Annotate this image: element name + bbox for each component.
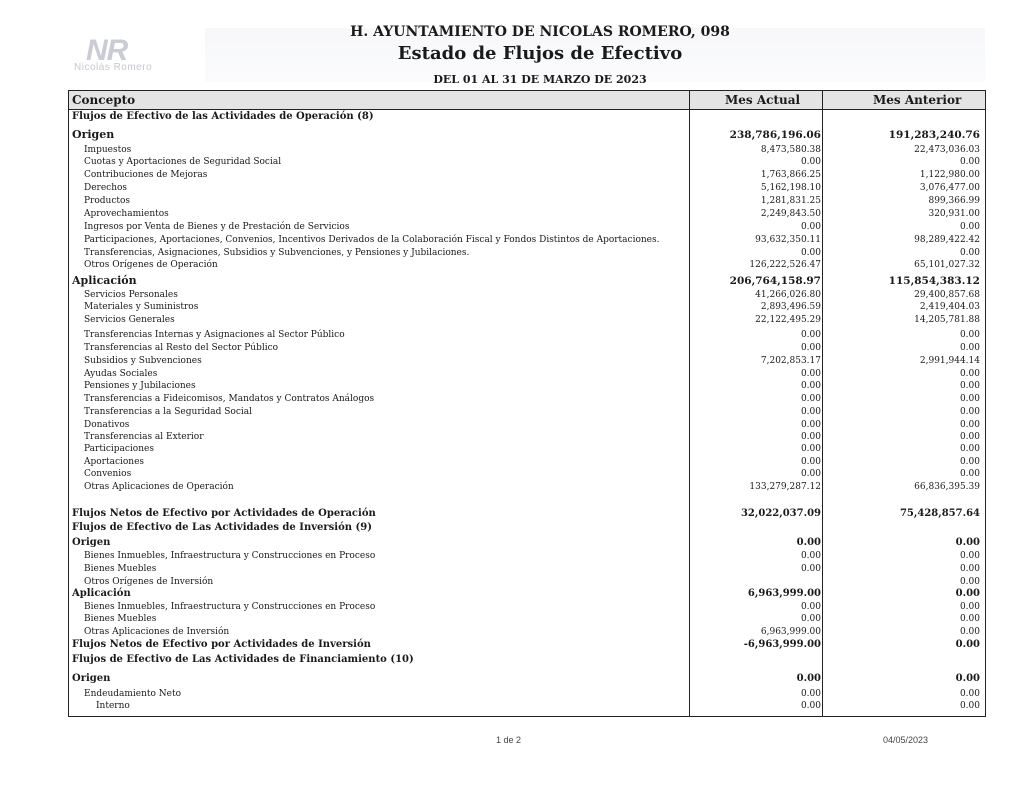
row-previous-value: 0.00 <box>955 588 980 599</box>
row-previous-value: 0.00 <box>959 369 980 379</box>
row-label: Transferencias al Resto del Sector Público <box>84 343 279 353</box>
row-current-value: 0.00 <box>800 614 821 624</box>
row-label: Bienes Inmuebles, Infraestructura y Construcciones en Proceso <box>84 551 376 561</box>
row-label: Origen <box>72 128 115 141</box>
row-previous-value: 0.00 <box>959 701 980 711</box>
row-label: Otras Aplicaciones de Inversión <box>84 627 230 637</box>
row-label: Flujos Netos de Efectivo por Actividades de Inversión <box>72 639 371 650</box>
row-previous-value: 899,366.99 <box>928 196 980 206</box>
row-label: Convenios <box>84 469 132 479</box>
row-previous-value: 0.00 <box>959 432 980 442</box>
row-previous-value: 0.00 <box>959 564 980 574</box>
row-current-value: 0.00 <box>800 369 821 379</box>
row-previous-value: 0.00 <box>959 469 980 479</box>
column-divider <box>822 91 823 716</box>
row-previous-value: 65,101,027.32 <box>914 260 980 270</box>
row-label: Origen <box>72 537 111 548</box>
row-current-value: -6,963,999.00 <box>743 639 821 650</box>
row-previous-value: 29,400,857.68 <box>914 290 980 300</box>
row-current-value: 0.00 <box>800 248 821 258</box>
row-current-value: 7,202,853.17 <box>760 356 821 366</box>
logo-subtitle: Nicolás Romero <box>74 62 153 73</box>
col-concept: Concepto <box>72 93 136 107</box>
row-label: Subsidios y Subvenciones <box>84 356 202 366</box>
row-current-value: 0.00 <box>800 407 821 417</box>
row-previous-value: 0.00 <box>959 577 980 587</box>
row-previous-value: 0.00 <box>959 381 980 391</box>
row-label: Participaciones, Aportaciones, Convenios, Incentivos Derivados de la Colaboración Fiscal y Fondos Distintos de Aportaciones. <box>84 235 660 245</box>
row-current-value: 126,222,526.47 <box>749 260 821 270</box>
row-label: Transferencias Internas y Asignaciones al Sector Público <box>84 330 345 340</box>
report-title: Estado de Flujos de Efectivo <box>397 43 683 64</box>
report-period: DEL 01 AL 31 DE MARZO DE 2023 <box>433 73 647 86</box>
row-previous-value: 22,473,036.03 <box>914 145 980 155</box>
row-previous-value: 98,289,422.42 <box>914 235 980 245</box>
row-current-value: 0.00 <box>800 222 821 232</box>
row-label: Servicios Personales <box>84 290 178 300</box>
row-previous-value: 191,283,240.76 <box>888 129 980 141</box>
row-current-value: 0.00 <box>800 457 821 467</box>
column-divider <box>689 91 690 716</box>
row-current-value: 0.00 <box>796 673 821 684</box>
municipality-logo <box>72 34 172 78</box>
row-current-value: 0.00 <box>796 537 821 548</box>
col-previous: Mes Anterior <box>873 93 962 107</box>
row-current-value: 2,893,496.59 <box>760 302 821 312</box>
row-current-value: 8,473,580.38 <box>760 145 821 155</box>
row-current-value: 0.00 <box>800 432 821 442</box>
row-label: Pensiones y Jubilaciones <box>84 381 196 391</box>
row-current-value: 0.00 <box>800 394 821 404</box>
row-previous-value: 0.00 <box>959 330 980 340</box>
row-current-value: 0.00 <box>800 469 821 479</box>
row-previous-value: 66,836,395.39 <box>914 482 980 492</box>
row-label: Flujos Netos de Efectivo por Actividades de Operación <box>72 508 376 519</box>
row-label: Otros Orígenes de Operación <box>84 260 218 270</box>
row-previous-value: 0.00 <box>959 394 980 404</box>
row-label: Otras Aplicaciones de Operación <box>84 482 234 492</box>
row-label: Aplicación <box>72 588 131 599</box>
entity-name: H. AYUNTAMIENTO DE NICOLAS ROMERO, 098 <box>350 24 730 40</box>
row-current-value: 0.00 <box>800 330 821 340</box>
row-label: Servicios Generales <box>84 315 175 325</box>
row-label: Flujos de Efectivo de las Actividades de Operación (8) <box>72 111 374 122</box>
row-label: Ingresos por Venta de Bienes y de Prestación de Servicios <box>84 222 350 232</box>
row-previous-value: 0.00 <box>959 689 980 699</box>
row-label: Donativos <box>84 420 130 430</box>
row-previous-value: 0.00 <box>959 551 980 561</box>
row-label: Productos <box>84 196 131 206</box>
row-label: Interno <box>96 701 130 711</box>
row-current-value: 0.00 <box>800 444 821 454</box>
row-label: Materiales y Suministros <box>84 302 199 312</box>
row-label: Ayudas Sociales <box>84 369 158 379</box>
row-current-value: 2,249,843.50 <box>760 209 821 219</box>
row-current-value: 133,279,287.12 <box>749 482 821 492</box>
print-date: 04/05/2023 <box>883 735 929 745</box>
row-current-value: 0.00 <box>800 420 821 430</box>
row-label: Bienes Muebles <box>84 614 157 624</box>
row-current-value: 0.00 <box>800 381 821 391</box>
row-previous-value: 2,419,404.03 <box>919 302 980 312</box>
row-previous-value: 1,122,980.00 <box>919 170 980 180</box>
row-previous-value: 0.00 <box>959 407 980 417</box>
row-current-value: 206,764,158.97 <box>729 275 821 287</box>
row-previous-value: 14,205,781.88 <box>914 315 980 325</box>
row-label: Transferencias al Exterior <box>84 432 204 442</box>
row-label: Transferencias, Asignaciones, Subsidios y Subvenciones, y Pensiones y Jubilaciones. <box>84 248 470 258</box>
page-number: 1 de 2 <box>496 735 522 745</box>
row-label: Cuotas y Aportaciones de Seguridad Social <box>84 157 282 167</box>
row-previous-value: 0.00 <box>959 457 980 467</box>
row-current-value: 32,022,037.09 <box>740 508 821 519</box>
row-current-value: 41,266,026.80 <box>755 290 821 300</box>
row-label: Origen <box>72 673 111 684</box>
logo-mark: NR <box>86 34 128 67</box>
table-header <box>69 91 985 110</box>
row-label: Flujos de Efectivo de Las Actividades de Financiamiento (10) <box>72 654 414 665</box>
row-previous-value: 0.00 <box>959 248 980 258</box>
row-label: Aportaciones <box>84 457 145 467</box>
row-label: Aprovechamientos <box>84 209 169 219</box>
row-current-value: 0.00 <box>800 157 821 167</box>
row-previous-value: 0.00 <box>959 444 980 454</box>
row-previous-value: 0.00 <box>959 602 980 612</box>
row-label: Impuestos <box>84 145 132 155</box>
row-current-value: 0.00 <box>800 343 821 353</box>
row-label: Derechos <box>84 183 128 193</box>
row-label: Aplicación <box>72 274 137 287</box>
row-label: Contribuciones de Mejoras <box>84 170 208 180</box>
row-previous-value: 2,991,944.14 <box>919 356 980 366</box>
row-previous-value: 0.00 <box>959 222 980 232</box>
row-current-value: 6,963,999.00 <box>747 588 821 599</box>
row-current-value: 1,763,866.25 <box>760 170 821 180</box>
row-label: Flujos de Efectivo de Las Actividades de Inversión (9) <box>72 522 372 533</box>
row-previous-value: 0.00 <box>959 420 980 430</box>
row-previous-value: 75,428,857.64 <box>899 508 980 519</box>
row-label: Transferencias a la Seguridad Social <box>84 407 252 417</box>
cash-flow-table <box>68 90 986 717</box>
row-current-value: 0.00 <box>800 564 821 574</box>
row-previous-value: 115,854,383.12 <box>888 275 980 287</box>
row-previous-value: 0.00 <box>955 639 980 650</box>
row-label: Endeudamiento Neto <box>84 689 182 699</box>
row-previous-value: 0.00 <box>959 627 980 637</box>
row-current-value: 5,162,198.10 <box>760 183 821 193</box>
col-current: Mes Actual <box>725 93 801 107</box>
row-current-value: 1,281,831.25 <box>760 196 821 206</box>
row-previous-value: 0.00 <box>955 673 980 684</box>
row-current-value: 0.00 <box>800 602 821 612</box>
row-label: Transferencias a Fideicomisos, Mandatos y Contratos Análogos <box>84 394 375 404</box>
row-label: Participaciones <box>84 444 154 454</box>
row-current-value: 6,963,999.00 <box>760 627 821 637</box>
row-current-value: 22,122,495.29 <box>755 315 821 325</box>
row-previous-value: 0.00 <box>959 614 980 624</box>
row-label: Otros Orígenes de Inversión <box>84 577 214 587</box>
row-current-value: 0.00 <box>800 551 821 561</box>
row-current-value: 238,786,196.06 <box>729 129 821 141</box>
row-label: Bienes Inmuebles, Infraestructura y Construcciones en Proceso <box>84 602 376 612</box>
row-previous-value: 0.00 <box>959 157 980 167</box>
row-label: Bienes Muebles <box>84 564 157 574</box>
row-current-value: 93,632,350.11 <box>755 235 821 245</box>
row-previous-value: 3,076,477.00 <box>919 183 980 193</box>
row-current-value: 0.00 <box>800 689 821 699</box>
row-previous-value: 0.00 <box>959 343 980 353</box>
row-current-value: 0.00 <box>800 701 821 711</box>
row-previous-value: 320,931.00 <box>928 209 980 219</box>
row-previous-value: 0.00 <box>955 537 980 548</box>
